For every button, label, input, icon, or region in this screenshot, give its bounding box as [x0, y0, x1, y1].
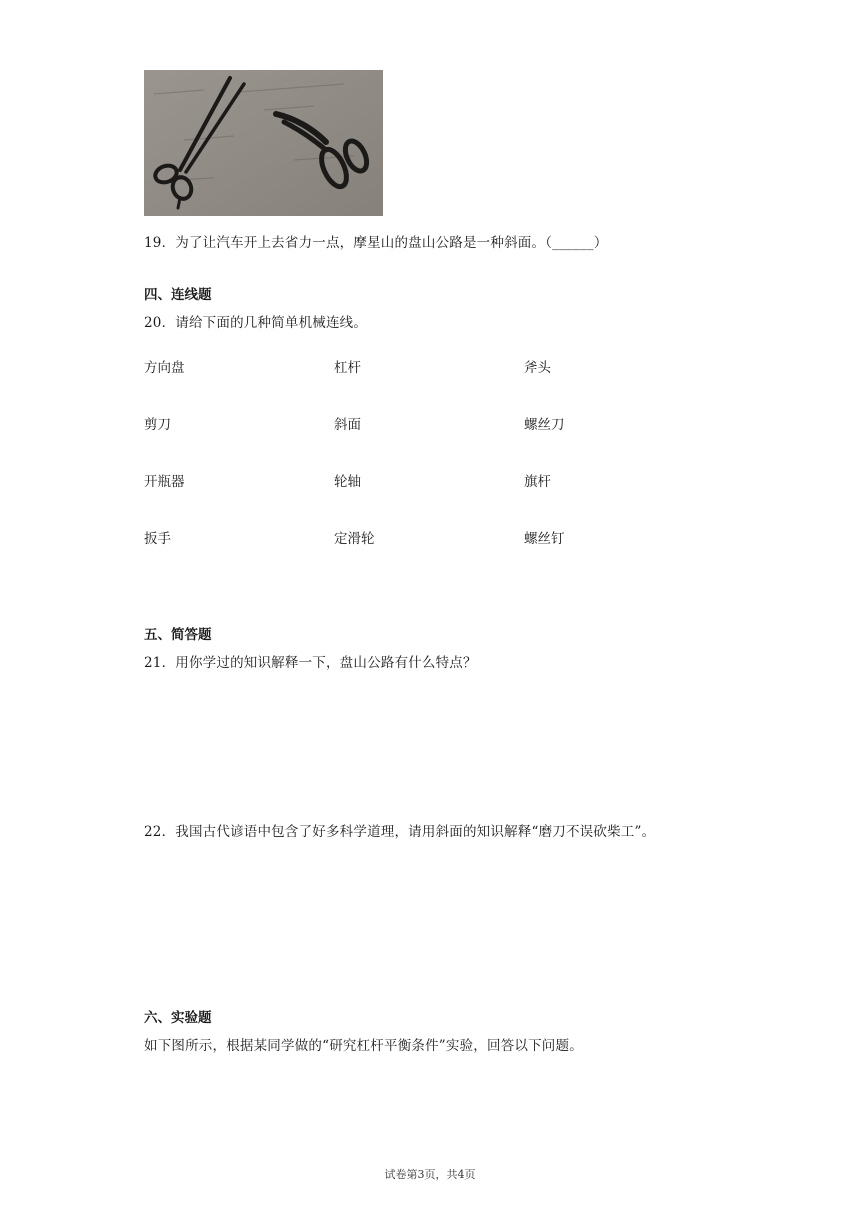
match-left-item[interactable]: 开瓶器 [144, 474, 185, 490]
match-right-item[interactable]: 斧头 [524, 360, 551, 376]
match-right-item[interactable]: 螺丝钉 [524, 531, 565, 547]
match-left-item[interactable]: 剪刀 [144, 417, 171, 433]
match-middle-item[interactable]: 轮轴 [334, 474, 361, 490]
section-6-heading: 六、实验题 [144, 1010, 212, 1026]
match-left-item[interactable]: 扳手 [144, 531, 171, 547]
match-left-item[interactable]: 方向盘 [144, 360, 185, 376]
question-21: 21．用你学过的知识解释一下，盘山公路有什么特点？ [144, 655, 477, 671]
page-footer: 试卷第3页，共4页 [384, 1168, 476, 1181]
question-22: 22．我国古代谚语中包含了好多科学道理，请用斜面的知识解释“磨刀不误砍柴工”。 [144, 824, 656, 840]
question-19: 19．为了让汽车开上去省力一点，摩星山的盘山公路是一种斜面。（______） [144, 235, 608, 251]
match-right-item[interactable]: 螺丝刀 [524, 417, 565, 433]
scissors-photo [144, 70, 383, 216]
match-middle-item[interactable]: 定滑轮 [334, 531, 375, 547]
question-20: 20．请给下面的几种简单机械连线。 [144, 315, 368, 331]
section-4-heading: 四、连线题 [144, 287, 212, 303]
match-middle-item[interactable]: 杠杆 [334, 360, 361, 376]
scissors-illustration [144, 70, 383, 216]
match-right-item[interactable]: 旗杆 [524, 474, 551, 490]
section-5-heading: 五、简答题 [144, 627, 212, 643]
experiment-intro: 如下图所示，根据某同学做的“研究杠杆平衡条件”实验，回答以下问题。 [144, 1038, 583, 1054]
match-middle-item[interactable]: 斜面 [334, 417, 361, 433]
